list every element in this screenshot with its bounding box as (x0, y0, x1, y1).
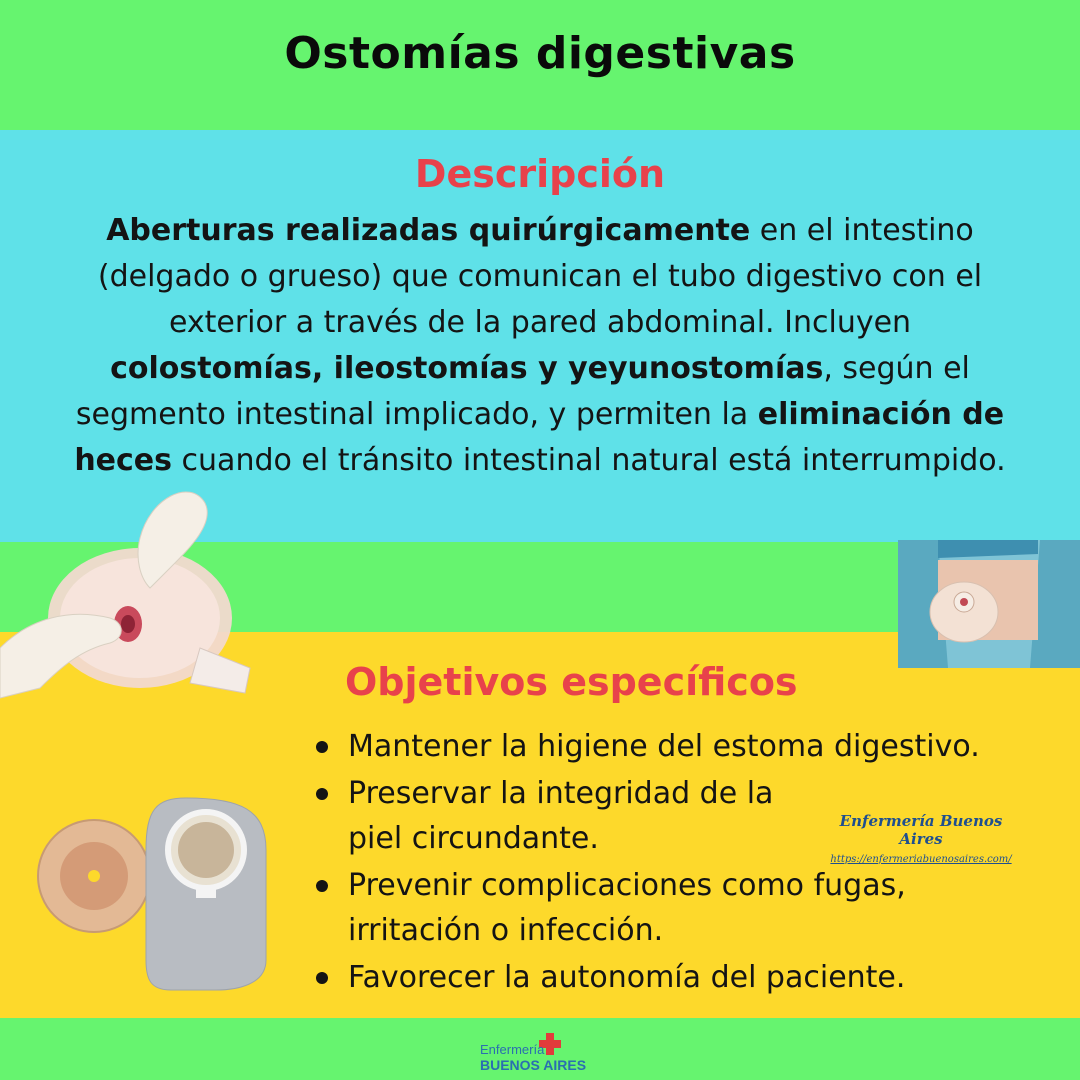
footer-logo-line1: Enfermería (480, 1042, 545, 1057)
brand-name: Enfermería Buenos Aires (839, 812, 1003, 848)
bullet-icon (316, 972, 328, 984)
bullet-icon (316, 741, 328, 753)
description-text-4: , según el segmento intestinal implicado, y permiten la (75, 351, 970, 432)
footer-logo-line2: BUENOS AIRES (480, 1057, 587, 1073)
description-heading: Descripción (414, 152, 666, 196)
description-bold-5: eliminación de heces (74, 397, 1005, 478)
description-bold-3: colostomías, ileostomías y yeyunostomías (110, 351, 824, 386)
description-text (60, 208, 1020, 484)
description-text-2: en el intestino (delgado o grueso) que comunican el tubo digestivo con el exterior a través de la pared abdominal. Incluyen (97, 213, 983, 340)
bullet-icon (316, 788, 328, 800)
ostomy-pouch-and-barrier-image (36, 790, 272, 992)
list-item-text: Prevenir complicaciones como fugas, irritación o infección. (348, 868, 906, 948)
list-item (312, 955, 1052, 1000)
page-title: Ostomías digestivas (284, 28, 796, 79)
brand-block (816, 812, 1026, 865)
list-item-text: Preservar la integridad de la piel circundante. (348, 776, 774, 856)
list-item-text: Favorecer la autonomía del paciente. (348, 960, 906, 995)
bullet-icon (316, 880, 328, 892)
brand-url-link[interactable]: https://enfermeriabuenosaires.com/ (830, 854, 1012, 865)
objectives-heading: Objetivos específicos (345, 660, 798, 704)
description-text-6: cuando el tránsito intestinal natural está interrumpido. (172, 443, 1006, 478)
description-bold-1: Aberturas realizadas quirúrgicamente (106, 213, 751, 248)
list-item-text: Mantener la higiene del estoma digestivo. (348, 729, 980, 764)
list-item (312, 863, 972, 953)
list-item (312, 724, 1052, 769)
patient-with-ostomy-bag-image (898, 540, 1080, 668)
footer-logo (470, 1030, 610, 1074)
gloved-hands-ostomy-bag-image (0, 478, 262, 710)
list-item (312, 771, 832, 861)
